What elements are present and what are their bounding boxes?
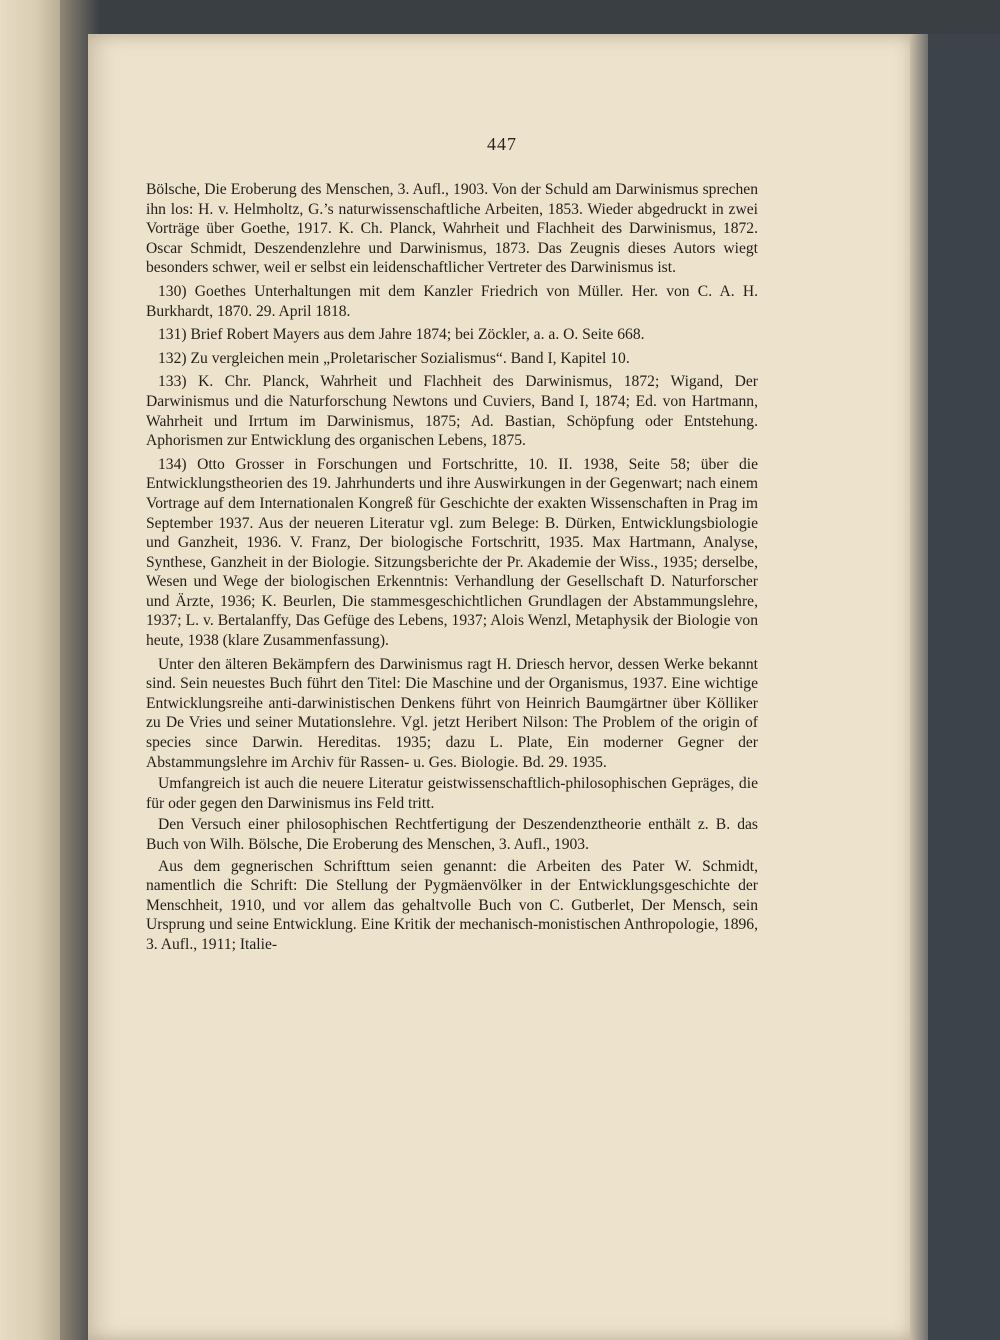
paragraph-literature: Umfangreich ist auch die neuere Literatur geistwissenschaftlich-philosophischen Gepräges, die für oder gegen den Darwinismus ins Feld tritt. bbox=[146, 775, 758, 812]
paragraph-driesch: Unter den älteren Bekämpfern des Darwinismus ragt H. Driesch hervor, dessen Werke bekannt sind. Sein neuestes Buch führt den Titel: Die Maschine und der Organismus, 1937. Eine wichtige Entwicklungsreihe anti-darwinistischen Denkens führt von Heinrich Baumgärtner über Kölliker zu De Vries und seiner Mutationslehre. Vgl. jetzt Heribert Nilson: The Problem of the origin of species since Darwin. Hereditas. 1935; dazu L. Plate, Ein moderner Gegner der Abstammungslehre im Archiv für Rassen- u. Ges. Biologie. Bd. 29. 1935. bbox=[146, 655, 758, 771]
book-cover bbox=[928, 34, 1000, 1340]
paragraph-continuation: Bölsche, Die Eroberung des Menschen, 3. Aufl., 1903. Von der Schuld am Darwinismus sprechen ihn los: H. v. Helmholtz, G.’s naturwissenschaftliche Arbeiten, 1853. Wieder abgedruckt in zwei Vorträge über Goethe, 1917. K. Ch. Planck, Wahrheit und Flachheit des Darwinismus, 1872. Oscar Schmidt, Deszendenzlehre und Darwinismus, 1873. Das Zeugnis dieses Autors wiegt besonders schwer, weil er selbst ein leidenschaftlicher Vertreter des Darwinismus ist. bbox=[146, 181, 758, 277]
footnote-133: 133) K. Chr. Planck, Wahrheit und Flachheit des Darwinismus, 1872; Wigand, Der Darwinismus und die Naturforschung Newtons und Cuviers, Band I, 1874; Ed. von Hartmann, Wahrheit und Irrtum im Darwinismus, 1875; Ad. Bastian, Schöpfung oder Entstehung. Aphorismen zur Entwicklung des organischen Lebens, 1875. bbox=[146, 373, 758, 450]
footnote-132: 132) Zu vergleichen mein „Proletarischer Sozialismus“. Band I, Kapitel 10. bbox=[158, 349, 630, 367]
book-page bbox=[88, 34, 916, 1340]
page-edge-shadow bbox=[910, 34, 928, 1340]
footnote-134: 134) Otto Grosser in Forschungen und Fortschritte, 10. II. 1938, Seite 58; über die Entwicklungstheorien des 19. Jahrhunderts und ihre Auswirkungen in der Gegenwart; nach einem Vortrage auf dem Internationalen Kongreß für Geschichte der exakten Wissenschaften in Prag im September 1937. Aus der neueren Literatur vgl. zum Belege: B. Dürken, Entwicklungsbiologie und Ganzheit, 1936. V. Franz, Der biologische Fortschritt, 1935. Max Hartmann, Analyse, Synthese, Ganzheit in der Biologie. Sitzungsberichte der Pr. Akademie der Wiss., 1935; derselbe, Wesen und Wege der biologischen Erkenntnis: Verhandlung der Gesellschaft D. Naturforscher und Ärzte, 1936; K. Beurlen, Die stammesgeschichtlichen Grundlagen der Abstammungslehre, 1937; L. v. Bertalanffy, Das Gefüge des Lebens, 1937; Alois Wenzl, Metaphysik der Biologie von heute, 1938 (klare Zusammenfassung). bbox=[146, 455, 758, 650]
page-number: 447 bbox=[487, 134, 517, 154]
footnote-131: 131) Brief Robert Mayers aus dem Jahre 1874; bei Zöckler, a. a. O. Seite 668. bbox=[158, 326, 645, 344]
page-text bbox=[146, 180, 758, 957]
footnote-130: 130) Goethes Unterhaltungen mit dem Kanzler Friedrich von Müller. Her. von C. A. H. Burkhardt, 1870. 29. April 1818. bbox=[146, 282, 758, 320]
paragraph-justification: Den Versuch einer philosophischen Rechtfertigung der Deszendenztheorie enthält z. B. das Buch von Wilh. Bölsche, Die Eroberung des Menschen, 3. Aufl., 1903. bbox=[146, 816, 758, 853]
facing-page-edge bbox=[0, 0, 60, 1340]
paragraph-opposing-literature: Aus dem gegnerischen Schrifttum seien genannt: die Arbeiten des Pater W. Schmidt, namentlich die Schrift: Die Stellung der Pygmäenvölker in der Entwicklungsgeschichte der Menschheit, 1910, und vor allem das gehaltvolle Buch von C. Gutberlet, Der Mensch, sein Ursprung und seine Entwicklung. Eine Kritik der mechanisch-monistischen Anthropologie, 1896, 3. Aufl., 1911; Italie- bbox=[146, 857, 758, 953]
